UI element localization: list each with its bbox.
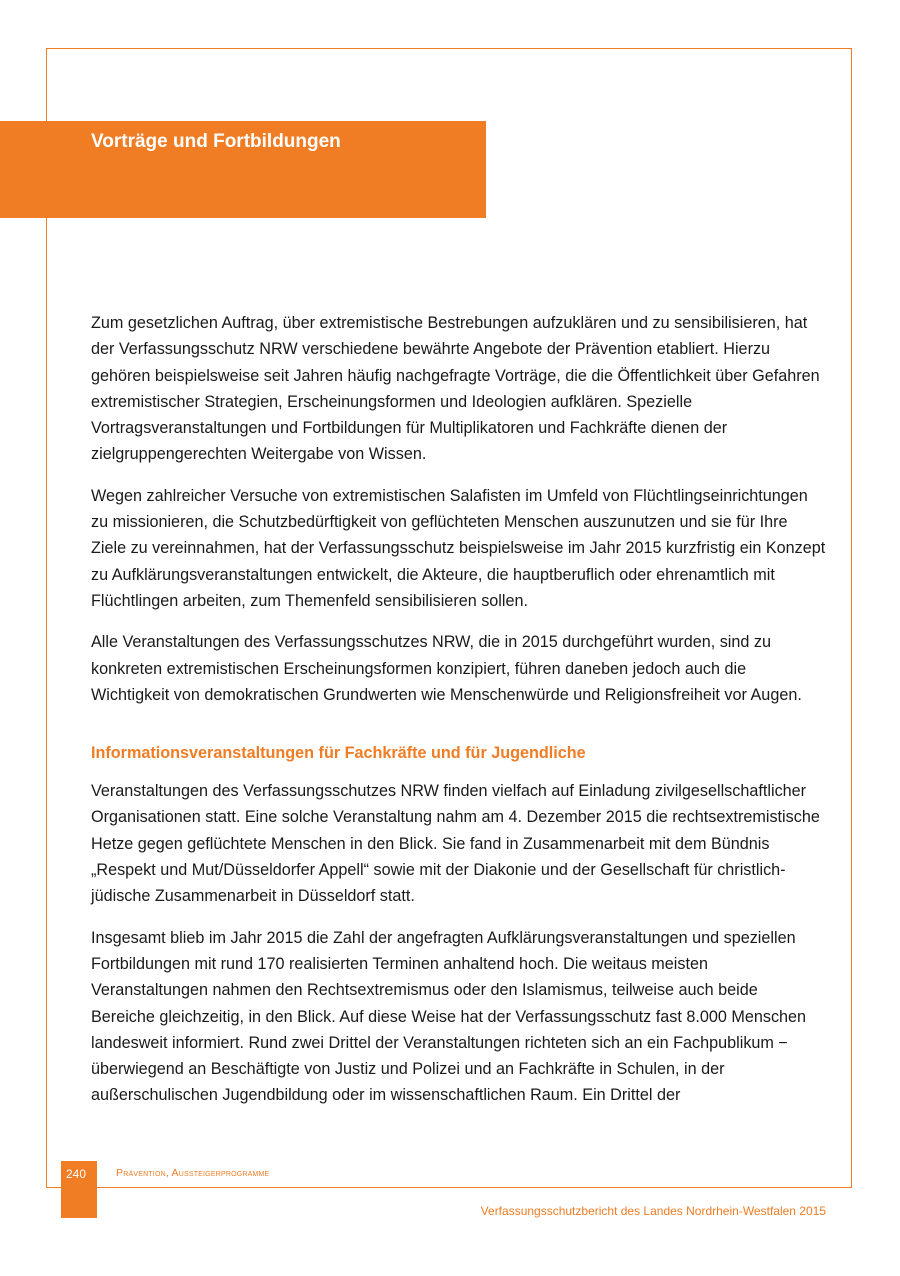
paragraph: Zum gesetzlichen Auftrag, über extremistische Bestrebungen aufzuklären und zu sensibilisieren, hat der Verfassungsschutz NRW verschiedene bewährte Angebote der Prävention etabliert. Hierzu gehören beispielsweise seit Jahren häufig nachgefragte Vorträge, die die Öffentlichkeit über Gefahren extremistischer Strategien, Erscheinungsformen und Ideologien aufklären. Spezielle Vortragsveranstaltungen und Fortbildungen für Multiplikatoren und Fachkräfte dienen der zielgruppengerechten Weitergabe von Wissen. bbox=[91, 314, 820, 464]
title-band bbox=[0, 121, 486, 218]
page-title: Vorträge und Fortbildungen bbox=[91, 131, 341, 152]
paragraph: Wegen zahlreicher Versuche von extremistischen Salafisten im Umfeld von Flüchtlingseinrichtungen zu missionieren, die Schutzbedürftigkeit von geflüchteten Menschen auszunutzen und sie für Ihre Ziele zu vereinnahmen, hat der Verfassungsschutz beispielsweise im Jahr 2015 kurzfristig ein Konzept zu Aufklärungsveranstaltungen entwickelt, die Akteure, die hauptberuflich oder ehrenamtlich mit Flüchtlingen arbeiten, zum Themenfeld sensibilisieren sollen. bbox=[91, 486, 826, 610]
page-number-tab bbox=[61, 1161, 97, 1218]
section-subheading: Informationsveranstaltungen für Fachkräfte und für Jugendliche bbox=[91, 744, 586, 763]
main-content bbox=[91, 310, 826, 1109]
paragraph: Alle Veranstaltungen des Verfassungsschutzes NRW, die in 2015 durchgeführt wurden, sind zu konkreten extremistischen Erscheinungsformen konzipiert, führen daneben jedoch auch die Wichtigkeit von demokratischen Grundwerten wie Menschenwürde und Religionsfreiheit vor Augen. bbox=[91, 633, 802, 704]
publication-footer: Verfassungsschutzbericht des Landes Nordrhein-Westfalen 2015 bbox=[480, 1204, 826, 1218]
running-section-label: Prävention, Aussteigerprogramme bbox=[116, 1167, 270, 1179]
paragraph: Insgesamt blieb im Jahr 2015 die Zahl der angefragten Aufklärungsveranstaltungen und speziellen Fortbildungen mit rund 170 realisierten Terminen anhaltend hoch. Die weitaus meisten Veranstaltungen nahmen den Rechtsextremismus oder den Islamismus, teilweise auch beide Bereiche gleichzeitig, in den Blick. Auf diese Weise hat der Verfassungsschutz fast 8.000 Menschen landesweit informiert. Rund zwei Drittel der Veranstaltungen richteten sich an ein Fachpublikum − überwiegend an Beschäftigte von Justiz und Polizei und an Fachkräfte in Schulen, in der außerschulischen Jugendbildung oder im wissenschaftlichen Raum. Ein Drittel der bbox=[91, 928, 807, 1105]
paragraph: Veranstaltungen des Verfassungsschutzes NRW finden vielfach auf Einladung zivilgesellschaftlicher Organisationen statt. Eine solche Veranstaltung nahm am 4. Dezember 2015 die rechtsextremistische Hetze gegen geflüchtete Menschen in den Blick. Sie fand in Zusammenarbeit mit dem Bündnis „Respekt und Mut/Düsseldorfer Appell“ sowie mit der Diakonie und der Gesellschaft für christlich-jüdische Zusammenarbeit in Düsseldorf statt. bbox=[91, 782, 820, 906]
page-number: 240 bbox=[66, 1167, 87, 1181]
